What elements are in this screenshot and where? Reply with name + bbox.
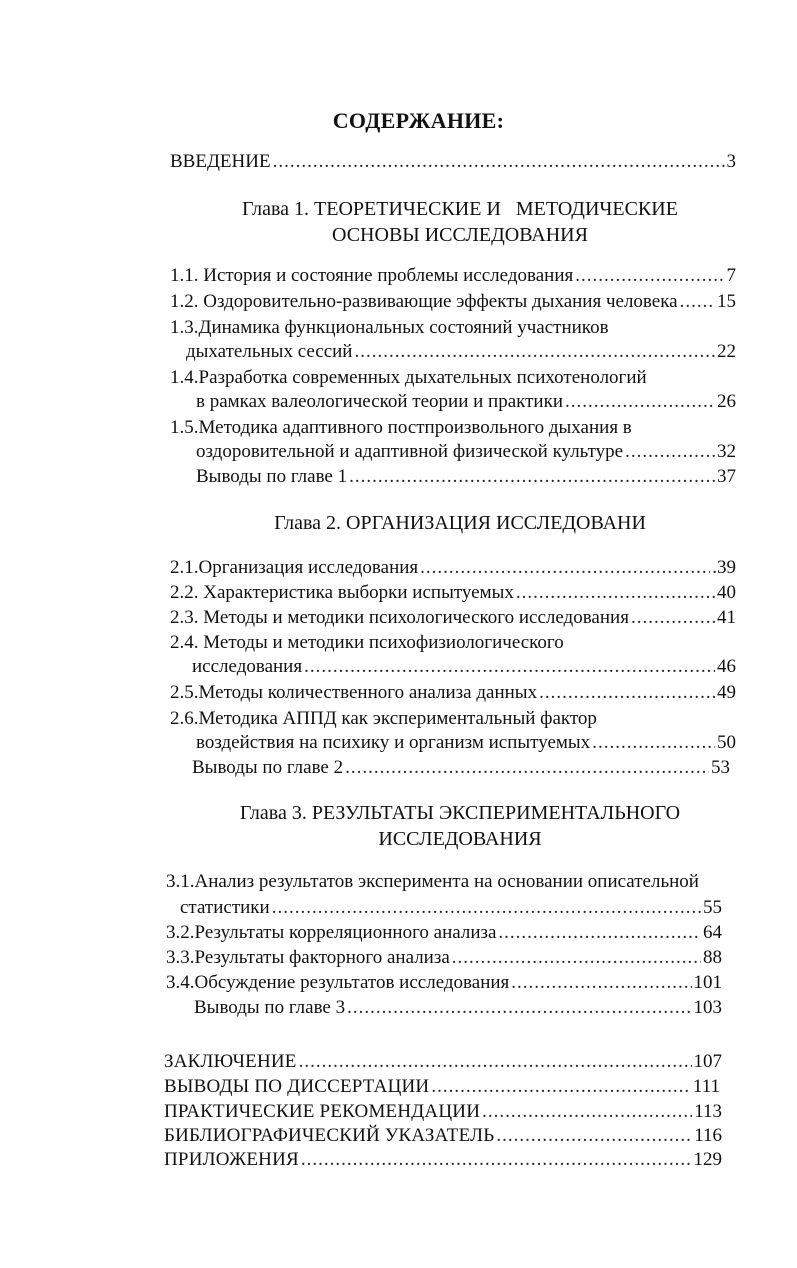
- toc-entry-2-4-line-1: 2.4. Методы и методики психофизиологического: [170, 632, 564, 653]
- dot-leader: [592, 731, 715, 755]
- toc-entry-text: воздействия на психику и организм испытуемых: [196, 732, 591, 753]
- toc-entry-text: БИБЛИОГРАФИЧЕСКИЙ УКАЗАТЕЛЬ: [164, 1125, 495, 1146]
- toc-page-number: 129: [693, 1149, 722, 1170]
- dot-leader: [349, 465, 715, 489]
- toc-entry-1-3: [186, 340, 736, 364]
- toc-entry-text: Выводы по главе 2: [192, 757, 344, 778]
- toc-entry-2-3: [170, 606, 736, 630]
- toc-entry-text: 2.1.Организация исследования: [170, 557, 419, 578]
- toc-entry-text: ВВЕДЕНИЕ: [170, 151, 271, 172]
- dot-leader: [631, 606, 715, 630]
- dot-leader: [482, 1100, 692, 1124]
- toc-page-number: .39: [712, 557, 736, 578]
- toc-page-number: 116: [694, 1125, 722, 1146]
- toc-entry-2-conclusions: [192, 756, 730, 780]
- toc-page-number: 107: [693, 1051, 722, 1072]
- toc-entry-text: 1.2. Оздоровительно-развивающие эффекты дыхания человека: [170, 291, 678, 312]
- toc-entry-text: 2.2. Характеристика выборки испытуемых: [170, 582, 514, 603]
- toc-page-number: 15: [717, 291, 736, 312]
- dot-leader: [680, 290, 715, 314]
- toc-entry-recommendations: [164, 1100, 722, 1124]
- toc-entry-1-5: [196, 440, 736, 464]
- chapter-3-heading: [190, 800, 730, 852]
- chapter-3-heading-line-2: ИССЛЕДОВАНИЯ: [378, 828, 542, 850]
- toc-page-number: 41: [717, 607, 736, 628]
- toc-entry-text: 1.1. История и состояние проблемы исследования: [170, 265, 574, 286]
- toc-entry-text: ПРИЛОЖЕНИЯ: [164, 1149, 299, 1170]
- toc-page-number: 37: [717, 466, 736, 487]
- page-title: СОДЕРЖАНИЕ:: [332, 108, 505, 133]
- toc-entry-2-6: [196, 731, 736, 755]
- dot-leader: [304, 655, 715, 679]
- toc-entry-2-1: [170, 556, 736, 580]
- toc-page-number: 113: [694, 1101, 722, 1122]
- toc-entry-text: оздоровительной и адаптивной физической культуре: [196, 441, 624, 462]
- toc-entry-1-4-line-1: 1.4.Разработка современных дыхательных психотенологий: [170, 367, 647, 388]
- toc-entry-text: 3.3.Результаты факторного анализа: [166, 947, 450, 968]
- toc-page-number: 7: [726, 265, 736, 286]
- dot-leader: [511, 971, 691, 995]
- toc-entry-text: исследования: [192, 656, 303, 677]
- toc-entry-3-1: [180, 896, 722, 920]
- toc-entry-1-conclusions: [196, 465, 736, 489]
- toc-page-number: 3: [726, 151, 736, 172]
- toc-page-number: 22: [717, 341, 736, 362]
- toc-entry-text: в рамках валеологической теории и практики: [196, 391, 564, 412]
- toc-entry-2-5: [170, 681, 736, 705]
- toc-entry-text: 2.5.Методы количественного анализа данных: [170, 682, 538, 703]
- toc-page-number: 64: [703, 922, 722, 943]
- toc-entry-2-4: [192, 655, 736, 679]
- toc-entry-text: ПРАКТИЧЕСКИЕ РЕКОМЕНДАЦИИ: [164, 1101, 481, 1122]
- toc-entry-appendices: [164, 1148, 722, 1172]
- dot-leader: [420, 556, 710, 580]
- dot-leader: [301, 1148, 692, 1172]
- toc-entry-text: 2.3. Методы и методики психологического исследования: [170, 607, 629, 628]
- toc-page-number: 53: [711, 757, 730, 778]
- toc-entry-3-1-line-1: 3.1.Анализ результатов эксперимента на основании описательной: [166, 871, 699, 892]
- toc-entry-3-2: [166, 921, 722, 945]
- chapter-2-heading-line-1: Глава 2. ОРГАНИЗАЦИЯ ИССЛЕДОВАНИ: [274, 512, 646, 534]
- dot-leader: [273, 150, 725, 174]
- toc-entry-text: Выводы по главе 3: [194, 997, 346, 1018]
- dot-leader: [498, 921, 701, 945]
- toc-entry-text: ЗАКЛЮЧЕНИЕ: [164, 1051, 297, 1072]
- chapter-1-heading-line-1: Глава 1. ТЕОРЕТИЧЕСКИЕ И МЕТОДИЧЕСКИЕ: [242, 198, 678, 220]
- dot-leader: [516, 581, 715, 605]
- toc-page-number: 88: [703, 947, 722, 968]
- toc-entry-dissertation-conclusions: [164, 1075, 720, 1099]
- dot-leader: [575, 264, 724, 288]
- toc-entry-intro: [170, 150, 736, 174]
- dot-leader: [539, 681, 715, 705]
- toc-page-number: 103: [693, 997, 722, 1018]
- toc-entry-text: 3.2.Результаты корреляционного анализа: [166, 922, 497, 943]
- chapter-2-heading: [190, 510, 730, 536]
- dot-leader: [299, 1050, 692, 1074]
- toc-page-number: 111: [692, 1076, 720, 1097]
- toc-page-number: 101: [693, 972, 722, 993]
- dot-leader: [625, 440, 715, 464]
- toc-entry-bibliography: [164, 1124, 722, 1148]
- chapter-1-heading: [190, 196, 730, 248]
- toc-entry-text: дыхательных сессий: [186, 341, 353, 362]
- toc-page-number: 32: [717, 441, 736, 462]
- chapter-1-heading-line-2: ОСНОВЫ ИССЛЕДОВАНИЯ: [332, 224, 588, 246]
- chapter-3-heading-line-1: Глава 3. РЕЗУЛЬТАТЫ ЭКСПЕРИМЕНТАЛЬНОГО: [239, 802, 681, 824]
- toc-entry-1-1: [170, 264, 736, 288]
- dot-leader: [354, 340, 715, 364]
- toc-page-number: 40: [717, 582, 736, 603]
- toc-entry-1-3-line-1: 1.3.Динамика функциональных состояний участников: [170, 317, 609, 338]
- toc-entry-conclusion: [164, 1050, 722, 1074]
- toc-page-number: 55: [703, 897, 722, 918]
- toc-entry-text: ВЫВОДЫ ПО ДИССЕРТАЦИИ: [164, 1076, 430, 1097]
- toc-page-number: 26: [717, 391, 736, 412]
- toc-entry-text: Выводы по главе 1: [196, 466, 348, 487]
- dot-leader: [347, 996, 691, 1020]
- dot-leader: [345, 756, 709, 780]
- toc-entry-1-2: [170, 290, 736, 314]
- toc-page-number: 49: [717, 682, 736, 703]
- toc-entry-1-5-line-1: 1.5.Методика адаптивного постпроизвольного дыхания в: [170, 417, 632, 438]
- dot-leader: [431, 1075, 691, 1099]
- toc-entry-2-2: [170, 581, 736, 605]
- dot-leader: [272, 896, 701, 920]
- dot-leader: [496, 1124, 692, 1148]
- toc-entry-2-6-line-1: 2.6.Методика АППД как экспериментальный фактор: [170, 708, 597, 729]
- toc-entry-3-4: [166, 971, 722, 995]
- toc-entry-text: 3.4.Обсуждение результатов исследования: [166, 972, 510, 993]
- dot-leader: [565, 390, 715, 414]
- toc-entry-3-conclusions: [194, 996, 722, 1020]
- toc-entry-3-3: [166, 946, 722, 970]
- dot-leader: [452, 946, 701, 970]
- toc-entry-text: статистики: [180, 897, 270, 918]
- toc-entry-1-4: [196, 390, 736, 414]
- toc-page-number: 46: [717, 656, 736, 677]
- toc-page-number: 50: [717, 732, 736, 753]
